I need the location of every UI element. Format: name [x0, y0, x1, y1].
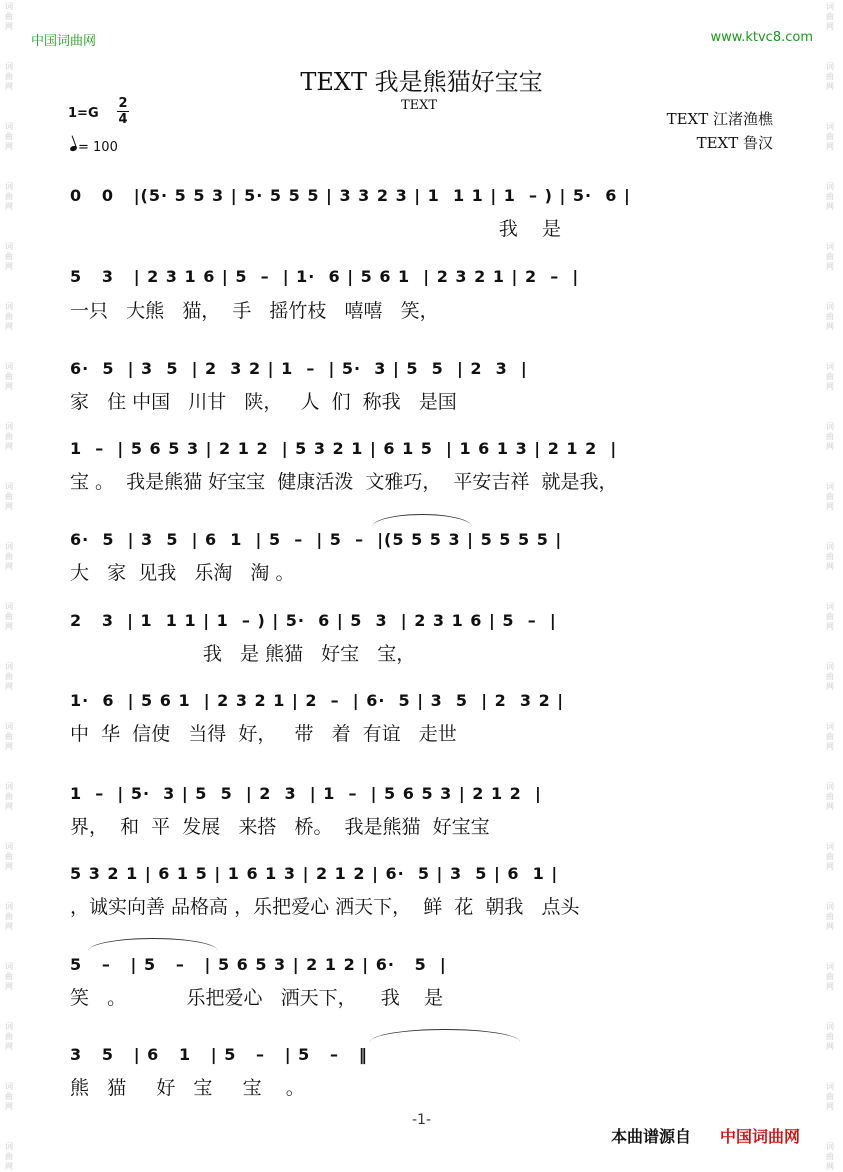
slur-row-11 — [370, 1029, 520, 1042]
watermark-glyph: 词 曲 网 — [5, 602, 13, 631]
watermark-glyph: 词 曲 网 — [5, 1142, 13, 1171]
lyric-row-5: 大 家 见我 乐淘 淘 。 — [70, 562, 295, 584]
lyric-row-8: 界， 和 平 发展 来搭 桥。 我是熊猫 好宝宝 — [70, 816, 490, 838]
song-subtitle: TEXT — [401, 98, 438, 113]
quarter-note-icon — [69, 145, 77, 152]
notation-row-2: 5 3 | 2 3 1 6 | 5 – | 1· 6 | 5 6 1 | 2 3 2 1 | 2 – | — [70, 267, 580, 286]
meter-top: 2 — [118, 96, 128, 111]
watermark-glyph: 词 曲 网 — [5, 302, 13, 331]
watermark-glyph: 词 曲 网 — [5, 1082, 13, 1111]
site-url-right[interactable]: www.ktvc8.com — [710, 30, 813, 45]
lyric-row-9: ，诚实向善 品格高 ，乐把爱心 洒天下， 鲜 花 朝我 点头 — [70, 896, 580, 918]
notation-row-4: 1 – | 5 6 5 3 | 2 1 2 | 5 3 2 1 | 6 1 5 | 1 6 1 3 | 2 1 2 | — [70, 439, 618, 458]
watermark-glyph: 词 曲 网 — [5, 242, 13, 271]
watermark-glyph: 词 曲 网 — [5, 1022, 13, 1051]
key-signature: 1=G — [68, 106, 99, 121]
page-number: -1- — [411, 1112, 431, 1128]
meter-bottom: 4 — [118, 112, 128, 127]
watermark-glyph: 词 曲 网 — [826, 962, 834, 991]
watermark-glyph: 词 曲 网 — [826, 782, 834, 811]
notation-row-7: 1· 6 | 5 6 1 | 2 3 2 1 | 2 – | 6· 5 | 3 5 | 2 3 2 | — [70, 691, 565, 710]
watermark-glyph: 词 曲 网 — [826, 242, 834, 271]
composer-credit: TEXT 鲁汉 — [696, 134, 773, 152]
watermark-glyph: 词 曲 网 — [826, 1022, 834, 1051]
right-watermark-strip — [821, 0, 843, 1172]
lyric-row-3: 家 住 中国 川甘 陕， 人 们 称我 是国 — [70, 391, 457, 413]
watermark-glyph: 词 曲 网 — [5, 782, 13, 811]
slur-row-10 — [88, 938, 218, 951]
watermark-glyph: 词 曲 网 — [5, 362, 13, 391]
watermark-glyph: 词 曲 网 — [826, 362, 834, 391]
notation-row-5: 6· 5 | 3 5 | 6 1 | 5 – | 5 – |(5 5 5 3 | 5 5 5 5 | — [70, 530, 563, 549]
lyric-row-10: 笑 。 乐把爱心 洒天下， 我 是 — [70, 987, 443, 1009]
lyric-row-2: 一只 大熊 猫， 手 摇竹枝 嘻嘻 笑， — [70, 300, 439, 322]
site-name-left[interactable]: 中国词曲网 — [31, 34, 97, 49]
notation-row-1: 0 0 |(5· 5 5 3 | 5· 5 5 5 | 3 3 2 3 | 1 1 1 | 1 – ) | 5· 6 | — [70, 186, 631, 205]
notation-row-9: 5 3 2 1 | 6 1 5 | 1 6 1 3 | 2 1 2 | 6· 5 | 3 5 | 6 1 | — [70, 864, 559, 883]
watermark-glyph: 词 曲 网 — [5, 2, 13, 31]
notation-row-3: 6· 5 | 3 5 | 2 3 2 | 1 – | 5· 3 | 5 5 | 2 3 | — [70, 359, 528, 378]
watermark-glyph: 词 曲 网 — [826, 842, 834, 871]
watermark-glyph: 词 曲 网 — [5, 962, 13, 991]
notation-row-8: 1 – | 5· 3 | 5 5 | 2 3 | 1 – | 5 6 5 3 | 2 1 2 | — [70, 784, 542, 803]
tempo-mark — [70, 140, 118, 155]
source-brand-link[interactable]: 中国词曲网 — [720, 1127, 801, 1146]
watermark-glyph: 词 曲 网 — [826, 662, 834, 691]
notation-row-10: 5 – | 5 – | 5 6 5 3 | 2 1 2 | 6· 5 | — [70, 955, 447, 974]
watermark-glyph: 词 曲 网 — [826, 182, 834, 211]
watermark-glyph: 词 曲 网 — [826, 62, 834, 91]
tempo-value: = 100 — [78, 140, 118, 155]
left-watermark-strip — [0, 0, 22, 1172]
notation-row-11: 3 5 | 6 1 | 5 – | 5 – ‖ — [70, 1045, 368, 1064]
watermark-glyph: 词 曲 网 — [826, 422, 834, 451]
watermark-glyph: 词 曲 网 — [5, 722, 13, 751]
watermark-glyph: 词 曲 网 — [5, 482, 13, 511]
watermark-glyph: 词 曲 网 — [826, 302, 834, 331]
time-signature — [117, 96, 129, 127]
watermark-glyph: 词 曲 网 — [826, 902, 834, 931]
watermark-glyph: 词 曲 网 — [826, 482, 834, 511]
watermark-glyph: 词 曲 网 — [5, 662, 13, 691]
lyric-row-1: 我 是 — [70, 218, 561, 240]
watermark-glyph: 词 曲 网 — [5, 62, 13, 91]
watermark-glyph: 词 曲 网 — [826, 722, 834, 751]
watermark-glyph: 词 曲 网 — [826, 122, 834, 151]
song-title: TEXT 我是熊猫好宝宝 — [300, 68, 543, 96]
watermark-glyph: 词 曲 网 — [826, 1082, 834, 1111]
watermark-glyph: 词 曲 网 — [5, 842, 13, 871]
watermark-glyph: 词 曲 网 — [5, 122, 13, 151]
watermark-glyph: 词 曲 网 — [5, 902, 13, 931]
watermark-glyph: 词 曲 网 — [5, 182, 13, 211]
lyricist-credit: TEXT 江渚渔樵 — [666, 110, 773, 128]
source-label: 本曲谱源自 — [611, 1127, 692, 1146]
lyric-row-11: 熊 猫 好 宝 宝 。 — [70, 1077, 305, 1099]
watermark-glyph: 词 曲 网 — [5, 542, 13, 571]
slur-row-5 — [372, 514, 472, 527]
watermark-glyph: 词 曲 网 — [5, 422, 13, 451]
watermark-glyph: 词 曲 网 — [826, 542, 834, 571]
watermark-glyph: 词 曲 网 — [826, 602, 834, 631]
notation-row-6: 2 3 | 1 1 1 | 1 – ) | 5· 6 | 5 3 | 2 3 1 6 | 5 – | — [70, 611, 557, 630]
watermark-glyph: 词 曲 网 — [826, 2, 834, 31]
lyric-row-6: 我 是 熊猫 好宝 宝， — [70, 643, 416, 665]
watermark-glyph: 词 曲 网 — [826, 1142, 834, 1171]
lyric-row-7: 中 华 信使 当得 好， 带 着 有谊 走世 — [70, 723, 457, 745]
lyric-row-4: 宝 。 我是熊猫 好宝宝 健康活泼 文雅巧， 平安吉祥 就是我， — [70, 471, 618, 493]
